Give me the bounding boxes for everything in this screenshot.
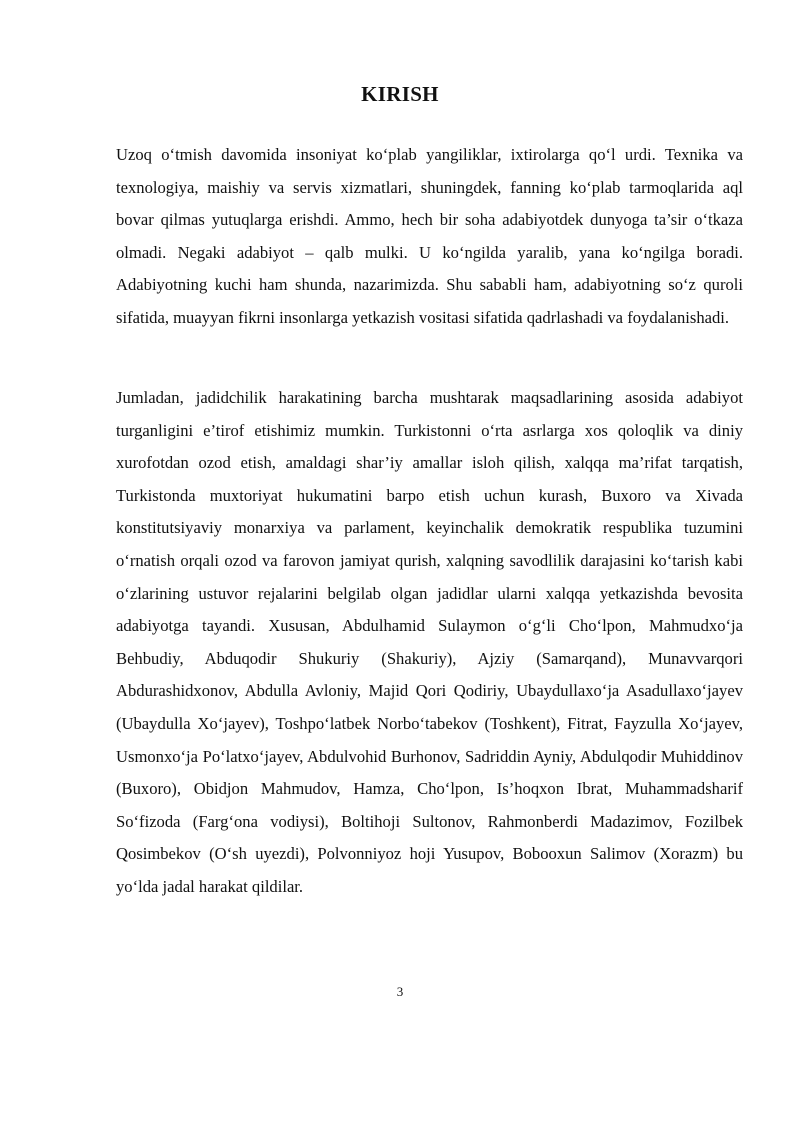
paragraph-jadids: Jumladan, jadidchilik harakatining barcha mushtarak maqsadlarining asosida adabiyot turganligini e’tirof etishimiz mumkin. Turkistonni o‘rta asrlarga xos qoloqlik va diniy xurofotdan ozod etish, amaldagi shar’iy amallar isloh qilish, xalqqa ma’rifat tarqatish, Turkistonda muxtoriyat hukumatini barpo etish uchun kurash, Buxoro va Xivada konstitutsiyaviy monarxiya va parlament, keyinchalik demokratik respublika tuzumini o‘rnatish orqali ozod va farovon jamiyat qurish, xalqning savodlilik darajasini ko‘tarish kabi o‘zlarining ustuvor rejalarini belgilab olgan jadidlar ularni xalqqa yetkazishda bevosita adabiyotga tayandi. Xususan, Abdulhamid Sulaymon o‘g‘li Cho‘lpon, Mahmudxo‘ja Behbudiy, Abduqodir Shukuriy (Shakuriy), Ajziy (Samarqand), Munavvarqori Abdurashidxonov, Abdulla Avloniy, Majid Qori Qodiriy, Ubaydullaxo‘ja Asadullaxo‘jayev (Ubaydulla Xo‘jayev), Toshpo‘latbek Norbo‘tabekov (Toshkent), Fitrat, Fayzulla Xo‘jayev, Usmonxo‘ja Po‘latxo‘jayev, Abdulvohid Burhonov, Sadriddin Ayniy, Abdulqodir Muhiddinov (Buxoro), Obidjon Mahmudov, Hamza, Cho‘lpon, Is’hoqxon Ibrat, Muhammadsharif So‘fizoda (Farg‘ona vodiysi), Boltihoji Sultonov, Rahmonberdi Madazimov, Fozilbek Qosimbekov (O‘sh uyezdi), Polvonniyoz hoji Yusupov, Bobooxun Salimov (Xorazm) bu yo‘lda jadal harakat qildilar.: [116, 388, 743, 896]
section-title: KIRISH: [361, 82, 439, 106]
page-number: 3: [396, 984, 404, 999]
paragraph-intro: Uzoq o‘tmish davomida insoniyat ko‘plab yangiliklar, ixtirolarga qo‘l urdi. Texnika va texnologiya, maishiy va servis xizmatlari, shuningdek, fanning ko‘plab tarmoqlarida aql bovar qilmas yutuqlarga erishdi. Ammo, hech bir soha adabiyotdek dunyoga ta’sir o‘tkaza olmadi. Negaki adabiyot – qalb mulki. U ko‘ngilda yaralib, yana ko‘ngilga boradi. Adabiyotning kuchi ham shunda, nazarimizda. Shu sababli ham, adabiyotning so‘z quroli sifatida, muayyan fikrni insonlarga yetkazish vositasi sifatida qadrlashadi va foydalanishadi.: [116, 145, 743, 327]
